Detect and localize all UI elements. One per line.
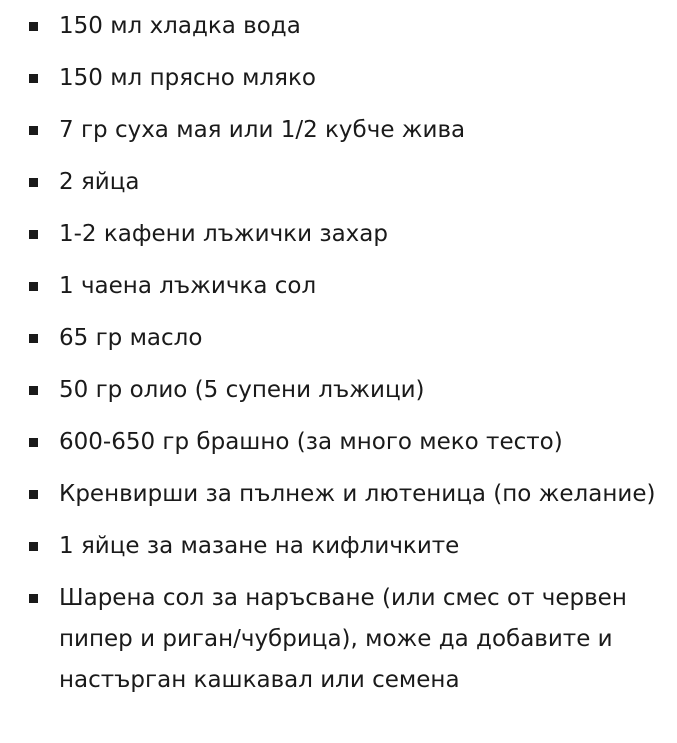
ingredient-item — [0, 578, 677, 701]
bullet-icon — [29, 126, 38, 135]
ingredient-item — [0, 422, 677, 463]
ingredient-item — [0, 6, 677, 47]
ingredient-item — [0, 214, 677, 255]
ingredient-text: 150 мл прясно мляко — [59, 65, 316, 91]
ingredient-list — [0, 6, 677, 701]
bullet-icon — [29, 22, 38, 31]
ingredient-text: 1 яйце за мазане на кифличките — [59, 533, 460, 559]
bullet-icon — [29, 74, 38, 83]
bullet-icon — [29, 386, 38, 395]
ingredient-item — [0, 110, 677, 151]
ingredient-item — [0, 58, 677, 99]
ingredient-item — [0, 526, 677, 567]
ingredient-item — [0, 318, 677, 359]
bullet-icon — [29, 438, 38, 447]
bullet-icon — [29, 230, 38, 239]
ingredient-item — [0, 266, 677, 307]
ingredient-text: 150 мл хладка вода — [59, 13, 301, 39]
bullet-icon — [29, 334, 38, 343]
ingredient-text: 7 гр суха мая или 1/2 кубче жива — [59, 117, 466, 143]
bullet-icon — [29, 178, 38, 187]
ingredient-text: 1-2 кафени лъжички захар — [59, 221, 388, 247]
ingredient-text: Шарена сол за наръсване (или смес от червен пипер и риган/чубрица), може да добавите и настърган кашкавал или семена — [59, 585, 627, 693]
ingredient-item — [0, 370, 677, 411]
ingredient-text: Кренвирши за пълнеж и лютеница (по желание) — [59, 481, 656, 507]
bullet-icon — [29, 490, 38, 499]
ingredient-text: 50 гр олио (5 супени лъжици) — [59, 377, 425, 403]
ingredient-item — [0, 474, 677, 515]
ingredient-text: 1 чаена лъжичка сол — [59, 273, 317, 299]
ingredient-item — [0, 162, 677, 203]
bullet-icon — [29, 282, 38, 291]
ingredient-text: 65 гр масло — [59, 325, 203, 351]
bullet-icon — [29, 594, 38, 603]
ingredient-text: 600-650 гр брашно (за много меко тесто) — [59, 429, 563, 455]
bullet-icon — [29, 542, 38, 551]
ingredient-text: 2 яйца — [59, 169, 140, 195]
